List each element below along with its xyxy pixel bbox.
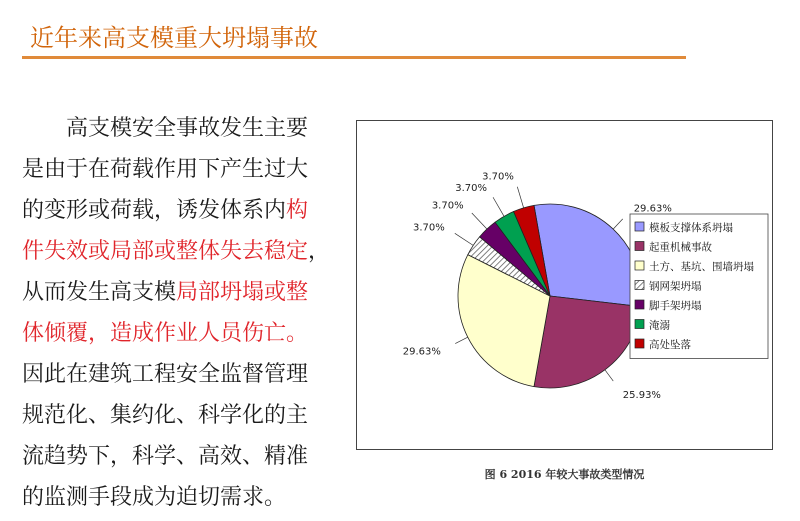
legend-label: 起重机械事故 xyxy=(649,241,712,254)
pie-slice xyxy=(534,204,642,307)
legend-swatch xyxy=(635,320,644,329)
body-text-span: 高支模安全事故发生主要 xyxy=(66,116,309,141)
highlighted-text: 构 xyxy=(286,198,309,223)
slice-data-label: 3.70% xyxy=(431,200,464,212)
chart-legend xyxy=(630,214,768,359)
body-text-span: 是由于在荷载作用下产生过大 xyxy=(22,157,309,182)
pie-slice xyxy=(534,296,641,388)
body-text-span: 规范化、集约化、科学化的主 xyxy=(22,403,309,428)
leader-line xyxy=(472,213,487,229)
chart-frame xyxy=(356,120,773,450)
slice-data-label: 3.70% xyxy=(413,222,445,234)
legend-label: 淹溺 xyxy=(649,319,670,332)
leader-line xyxy=(493,197,504,216)
body-line xyxy=(22,313,342,354)
body-line xyxy=(22,395,342,436)
body-line xyxy=(22,272,342,313)
highlighted-text: 件失效或局部或整体失去稳定 xyxy=(22,239,309,264)
legend-label: 钢网架坍塌 xyxy=(649,280,702,293)
highlighted-text: 体倾覆，造成作业人员伤亡。 xyxy=(22,321,309,346)
body-line xyxy=(22,477,342,518)
slice-data-label: 3.70% xyxy=(455,182,487,194)
leader-line xyxy=(455,233,473,245)
body-line xyxy=(22,108,342,149)
leader-line xyxy=(517,187,523,208)
highlighted-text: 局部坍塌或整 xyxy=(176,280,309,305)
slice-data-label: 29.63% xyxy=(633,203,672,215)
slice-data-label: 29.63% xyxy=(402,346,441,358)
body-text-span: 的监测手段成为迫切需求。 xyxy=(22,485,287,510)
slide-title: 近年来高支模重大坍塌事故 xyxy=(30,24,318,52)
title-divider xyxy=(22,56,686,59)
body-line xyxy=(22,436,342,477)
legend-label: 脚手架坍塌 xyxy=(649,300,702,312)
slice-data-label: 3.70% xyxy=(482,171,514,183)
legend-swatch xyxy=(635,242,644,251)
body-text-span: 的变形或荷载，诱发体系内 xyxy=(22,198,287,223)
body-paragraph xyxy=(22,108,342,518)
body-text-span: 因此在建筑工程安全监督管理 xyxy=(22,362,309,387)
legend-swatch xyxy=(635,339,644,348)
legend-label: 土方、基坑、围墙坍塌 xyxy=(649,261,754,273)
legend-swatch xyxy=(635,281,644,290)
legend-swatch xyxy=(635,222,644,231)
pie-chart xyxy=(357,121,772,449)
legend-swatch xyxy=(635,261,644,270)
slice-data-label: 25.93% xyxy=(622,389,661,401)
body-text-span: ， xyxy=(308,239,331,264)
body-line xyxy=(22,231,342,272)
body-text-span: 流趋势下，科学、高效、精准 xyxy=(22,444,309,469)
leader-line xyxy=(605,370,613,381)
legend-swatch xyxy=(635,300,644,309)
leader-line xyxy=(455,337,468,343)
leader-line xyxy=(613,219,623,229)
legend-label: 高处坠落 xyxy=(649,339,691,351)
body-line xyxy=(22,190,342,231)
body-line xyxy=(22,354,342,395)
chart-caption: 图 6 2016 年较大事故类型情况 xyxy=(484,468,645,481)
body-text-span: 从而发生高支模 xyxy=(22,280,177,305)
legend-label: 模板支撑体系坍塌 xyxy=(649,222,733,234)
body-line xyxy=(22,149,342,190)
